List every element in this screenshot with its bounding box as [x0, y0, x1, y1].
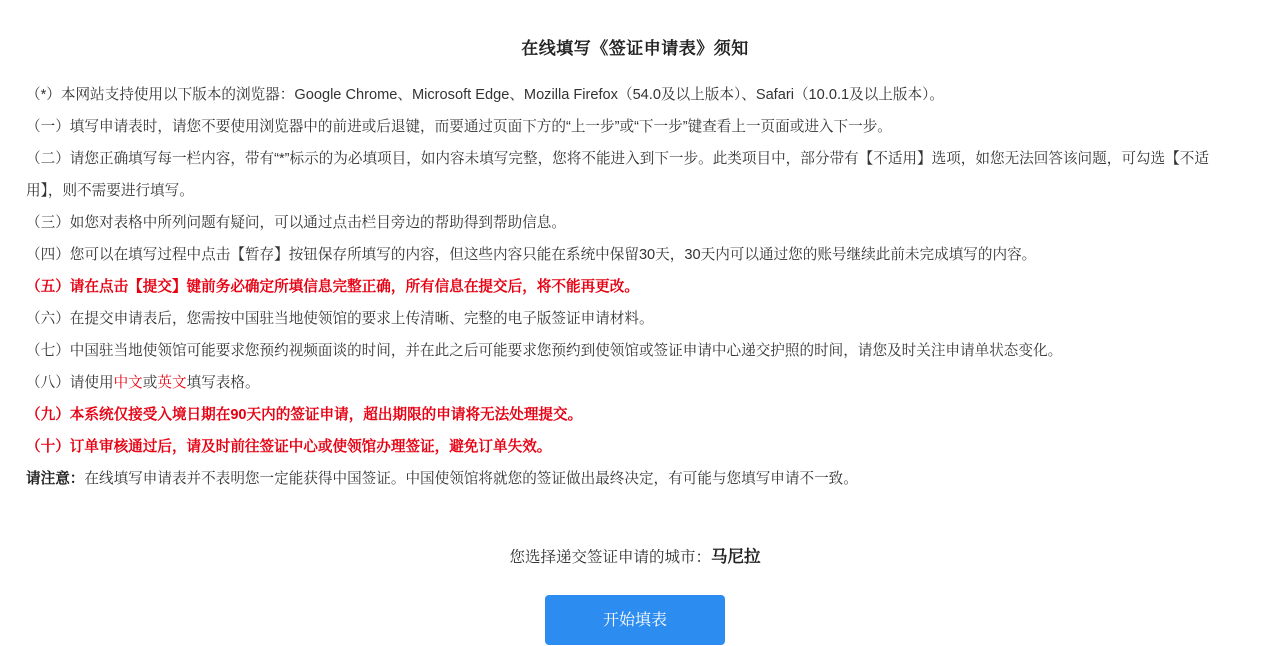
notice-segment-chinese: 中文: [113, 375, 143, 391]
notice-list: [0, 79, 1270, 463]
notice-item-language: [0, 367, 1270, 399]
selected-city-name: 马尼拉: [711, 548, 761, 566]
notice-item-warning: （十）订单审核通过后，请及时前往签证中心或使领馆办理签证，避免订单失效。: [26, 439, 552, 455]
notice-segment: 或: [142, 375, 158, 391]
notice-footnote-text: 在线填写申请表并不表明您一定能获得中国签证。中国使领馆将就您的签证做出最终决定，有可能与您填写申请不一致。: [84, 471, 858, 487]
notice-item: （六）在提交申请表后，您需按中国驻当地使领馆的要求上传清晰、完整的电子版签证申请材料。: [26, 311, 654, 327]
notice-segment-english: 英文: [157, 375, 187, 391]
notice-footnote-label: 请注意：: [26, 471, 85, 487]
start-form-button[interactable]: 开始填表: [545, 595, 725, 645]
notice-segment: 填写表格。: [186, 375, 260, 391]
selected-city-prefix: 您选择递交签证申请的城市：: [509, 549, 711, 566]
notice-item-warning: （五）请在点击【提交】键前务必确定所填信息完整正确，所有信息在提交后，将不能再更改。: [26, 279, 639, 295]
notice-footnote: [0, 463, 1270, 495]
page-title: 在线填写《签证申请表》须知: [521, 39, 749, 58]
notice-item: （四）您可以在填写过程中点击【暂存】按钮保存所填写的内容，但这些内容只能在系统中保留30天，30天内可以通过您的账号继续此前未完成填写的内容。: [26, 247, 1037, 263]
notice-item-warning: （九）本系统仅接受入境日期在90天内的签证申请，超出期限的申请将无法处理提交。: [26, 407, 583, 423]
notice-item: （一）填写申请表时，请您不要使用浏览器中的前进或后退键，而要通过页面下方的“上一步”或“下一步”键查看上一页面或进入下一步。: [26, 119, 892, 135]
selected-city-line: [0, 543, 1270, 567]
notice-item: （三）如您对表格中所列问题有疑问，可以通过点击栏目旁边的帮助得到帮助信息。: [26, 215, 566, 231]
notice-segment: （八）请使用: [26, 375, 114, 391]
notice-item: （二）请您正确填写每一栏内容，带有“*”标示的为必填项目，如内容未填写完整，您将不能进入到下一步。此类项目中，部分带有【不适用】选项，如您无法回答该问题，可勾选【不适用】，则不需要进行填写。: [26, 151, 1209, 199]
start-button-wrapper: [0, 595, 1270, 645]
notice-item: （*）本网站支持使用以下版本的浏览器：Google Chrome、Microsoft Edge、Mozilla Firefox（54.0及以上版本）、Safari（10.0.1及以上版本）。: [26, 87, 944, 103]
notice-item: （七）中国驻当地使领馆可能要求您预约视频面谈的时间，并在此之后可能要求您预约到使领馆或签证申请中心递交护照的时间，请您及时关注申请单状态变化。: [26, 343, 1063, 359]
